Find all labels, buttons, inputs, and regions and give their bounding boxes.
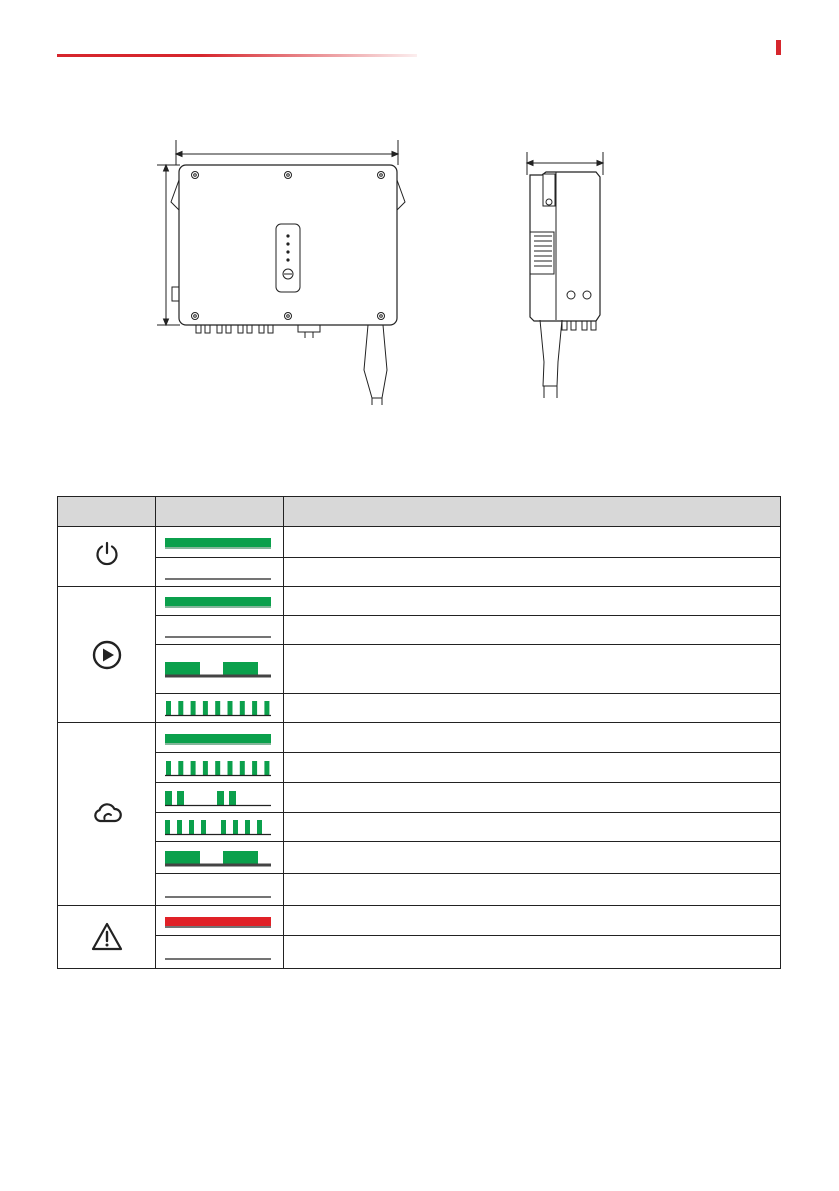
play-icon <box>90 638 124 672</box>
table-row <box>58 842 781 874</box>
status-description <box>284 587 781 616</box>
status-description <box>284 753 781 783</box>
header-indicator <box>58 497 156 527</box>
indicator-icon-cell <box>58 906 156 969</box>
pattern-off <box>165 882 271 898</box>
indicator-icon-cell <box>58 723 156 906</box>
pattern-off <box>165 622 271 638</box>
status-pattern-cell <box>156 645 284 694</box>
status-pattern-cell <box>156 783 284 813</box>
front-view <box>157 140 405 405</box>
status-pattern-cell <box>156 936 284 969</box>
indicator-icon-cell <box>58 587 156 723</box>
status-description <box>284 616 781 645</box>
table-row <box>58 753 781 783</box>
status-description <box>284 936 781 969</box>
table-row <box>58 813 781 842</box>
status-description <box>284 842 781 874</box>
table-row <box>58 694 781 723</box>
status-pattern-cell <box>156 694 284 723</box>
inverter-dimension-drawing <box>150 140 620 405</box>
status-description <box>284 558 781 587</box>
status-pattern-cell <box>156 906 284 936</box>
pattern-solid-green <box>165 730 271 746</box>
power-icon <box>90 540 124 574</box>
status-pattern-cell <box>156 558 284 587</box>
table-row <box>58 587 781 616</box>
header-page-marker <box>776 40 781 55</box>
status-pattern-cell <box>156 587 284 616</box>
status-pattern-cell <box>156 616 284 645</box>
warning-icon <box>90 920 124 954</box>
pattern-fast-blink <box>165 759 271 777</box>
status-pattern-cell <box>156 723 284 753</box>
table-row <box>58 558 781 587</box>
status-description <box>284 813 781 842</box>
status-description <box>284 645 781 694</box>
table-row <box>58 527 781 558</box>
pattern-solid-green <box>165 534 271 550</box>
header-status <box>156 497 284 527</box>
status-description <box>284 527 781 558</box>
status-description <box>284 906 781 936</box>
status-description <box>284 723 781 753</box>
table-row <box>58 645 781 694</box>
table-row <box>58 936 781 969</box>
pattern-fast-blink <box>165 699 271 717</box>
pattern-off <box>165 944 271 960</box>
pattern-solid-green <box>165 593 271 609</box>
indicator-icon-cell <box>58 527 156 587</box>
side-view <box>527 152 603 398</box>
pattern-off <box>165 564 271 580</box>
status-description <box>284 783 781 813</box>
status-pattern-cell <box>156 527 284 558</box>
status-pattern-cell <box>156 842 284 874</box>
pattern-quad-blink <box>165 818 271 836</box>
pattern-slow-blink <box>165 660 271 678</box>
header-description <box>284 497 781 527</box>
table-row <box>58 906 781 936</box>
cloud-icon <box>90 797 124 831</box>
pattern-slow-blink <box>165 849 271 867</box>
table-row <box>58 874 781 906</box>
header-accent-line <box>57 54 417 57</box>
table-header-row <box>58 497 781 527</box>
status-pattern-cell <box>156 874 284 906</box>
table-row <box>58 723 781 753</box>
table-row <box>58 783 781 813</box>
pattern-double-blink <box>165 789 271 807</box>
status-description <box>284 874 781 906</box>
pattern-solid-red <box>165 913 271 929</box>
status-pattern-cell <box>156 813 284 842</box>
status-description <box>284 694 781 723</box>
table-row <box>58 616 781 645</box>
status-pattern-cell <box>156 753 284 783</box>
led-indicator-table <box>57 496 781 969</box>
